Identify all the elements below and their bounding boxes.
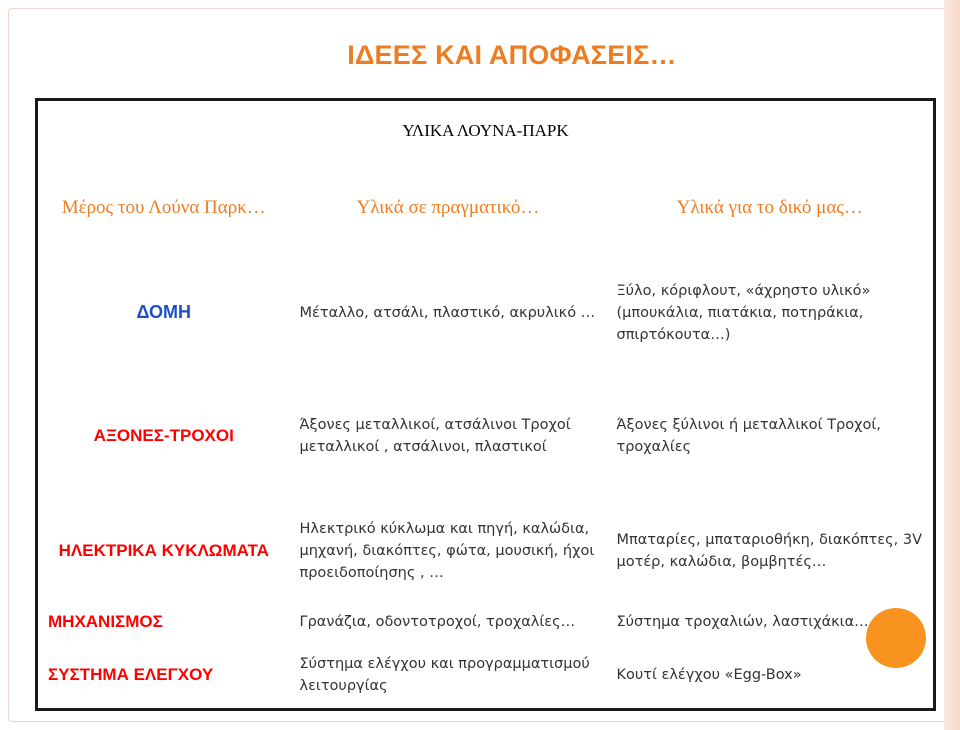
table-title: ΥΛΙΚΑ ΛΟΥΝΑ-ΠΑΡΚ: [402, 121, 569, 141]
real-materials-cell: Μέταλλο, ατσάλι, πλαστικό, ακρυλικό …: [299, 304, 596, 321]
row-label: ΔΟΜΗ: [136, 302, 191, 322]
page-title: ΙΔΕΕΣ ΚΑΙ ΑΠΟΦΑΣΕΙΣ…: [347, 40, 677, 70]
table-row: [37, 500, 935, 602]
row-label: ΑΞΟΝΕΣ-ΤΡΟΧΟΙ: [93, 425, 234, 445]
our-materials-cell: Σύστημα τροχαλιών, λαστιχάκια…: [616, 613, 869, 630]
accent-strip: [944, 0, 960, 730]
col-header-ours: Υλικά για το δικό μας…: [676, 196, 863, 218]
our-materials-cell: Άξονες ξύλινοι ή μεταλλικοί Τροχοί, τροχαλίες: [616, 416, 881, 455]
table-title-row: [37, 100, 935, 162]
materials-table: [35, 98, 936, 711]
row-label: ΗΛΕΚΤΡΙΚΑ ΚΥΚΛΩΜΑΤΑ: [58, 540, 269, 560]
table-row: [37, 642, 935, 710]
table-row: [37, 254, 935, 372]
column-header-row: [37, 162, 935, 254]
real-materials-cell: Γρανάζια, οδοντοτροχοί, τροχαλίες…: [299, 613, 576, 630]
col-header-real: Υλικά σε πραγματικό…: [356, 196, 540, 218]
real-materials-cell: Ηλεκτρικό κύκλωμα και πηγή, καλώδια, μηχανή, διακόπτες, φώτα, μουσική, ήχοι προειδοποίησης , …: [299, 520, 595, 581]
row-label: ΣΥΣΤΗΜΑ ΕΛΕΓΧΟΥ: [48, 664, 214, 684]
our-materials-cell: Κουτί ελέγχου «Egg-Box»: [616, 666, 802, 683]
our-materials-cell: Μπαταρίες, μπαταριοθήκη, διακόπτες, 3V μοτέρ, καλώδια, βομβητές…: [616, 531, 922, 570]
table-row: [37, 602, 935, 642]
real-materials-cell: Σύστημα ελέγχου και προγραμματισμού λειτουργίας: [299, 655, 590, 694]
decorative-circle: [866, 608, 926, 668]
col-header-part: Μέρος του Λούνα Παρκ…: [61, 196, 266, 218]
our-materials-cell: Ξύλο, κόριφλουτ, «άχρηστο υλικό» (μπουκάλια, πιατάκια, ποτηράκια, σπιρτόκουτα…): [616, 282, 871, 343]
real-materials-cell: Άξονες μεταλλικοί, ατσάλινοι Τροχοί μεταλλικοί , ατσάλινοι, πλαστικοί: [299, 416, 571, 455]
table-row: [37, 372, 935, 500]
row-label: ΜΗΧΑΝΙΣΜΟΣ: [48, 611, 163, 631]
